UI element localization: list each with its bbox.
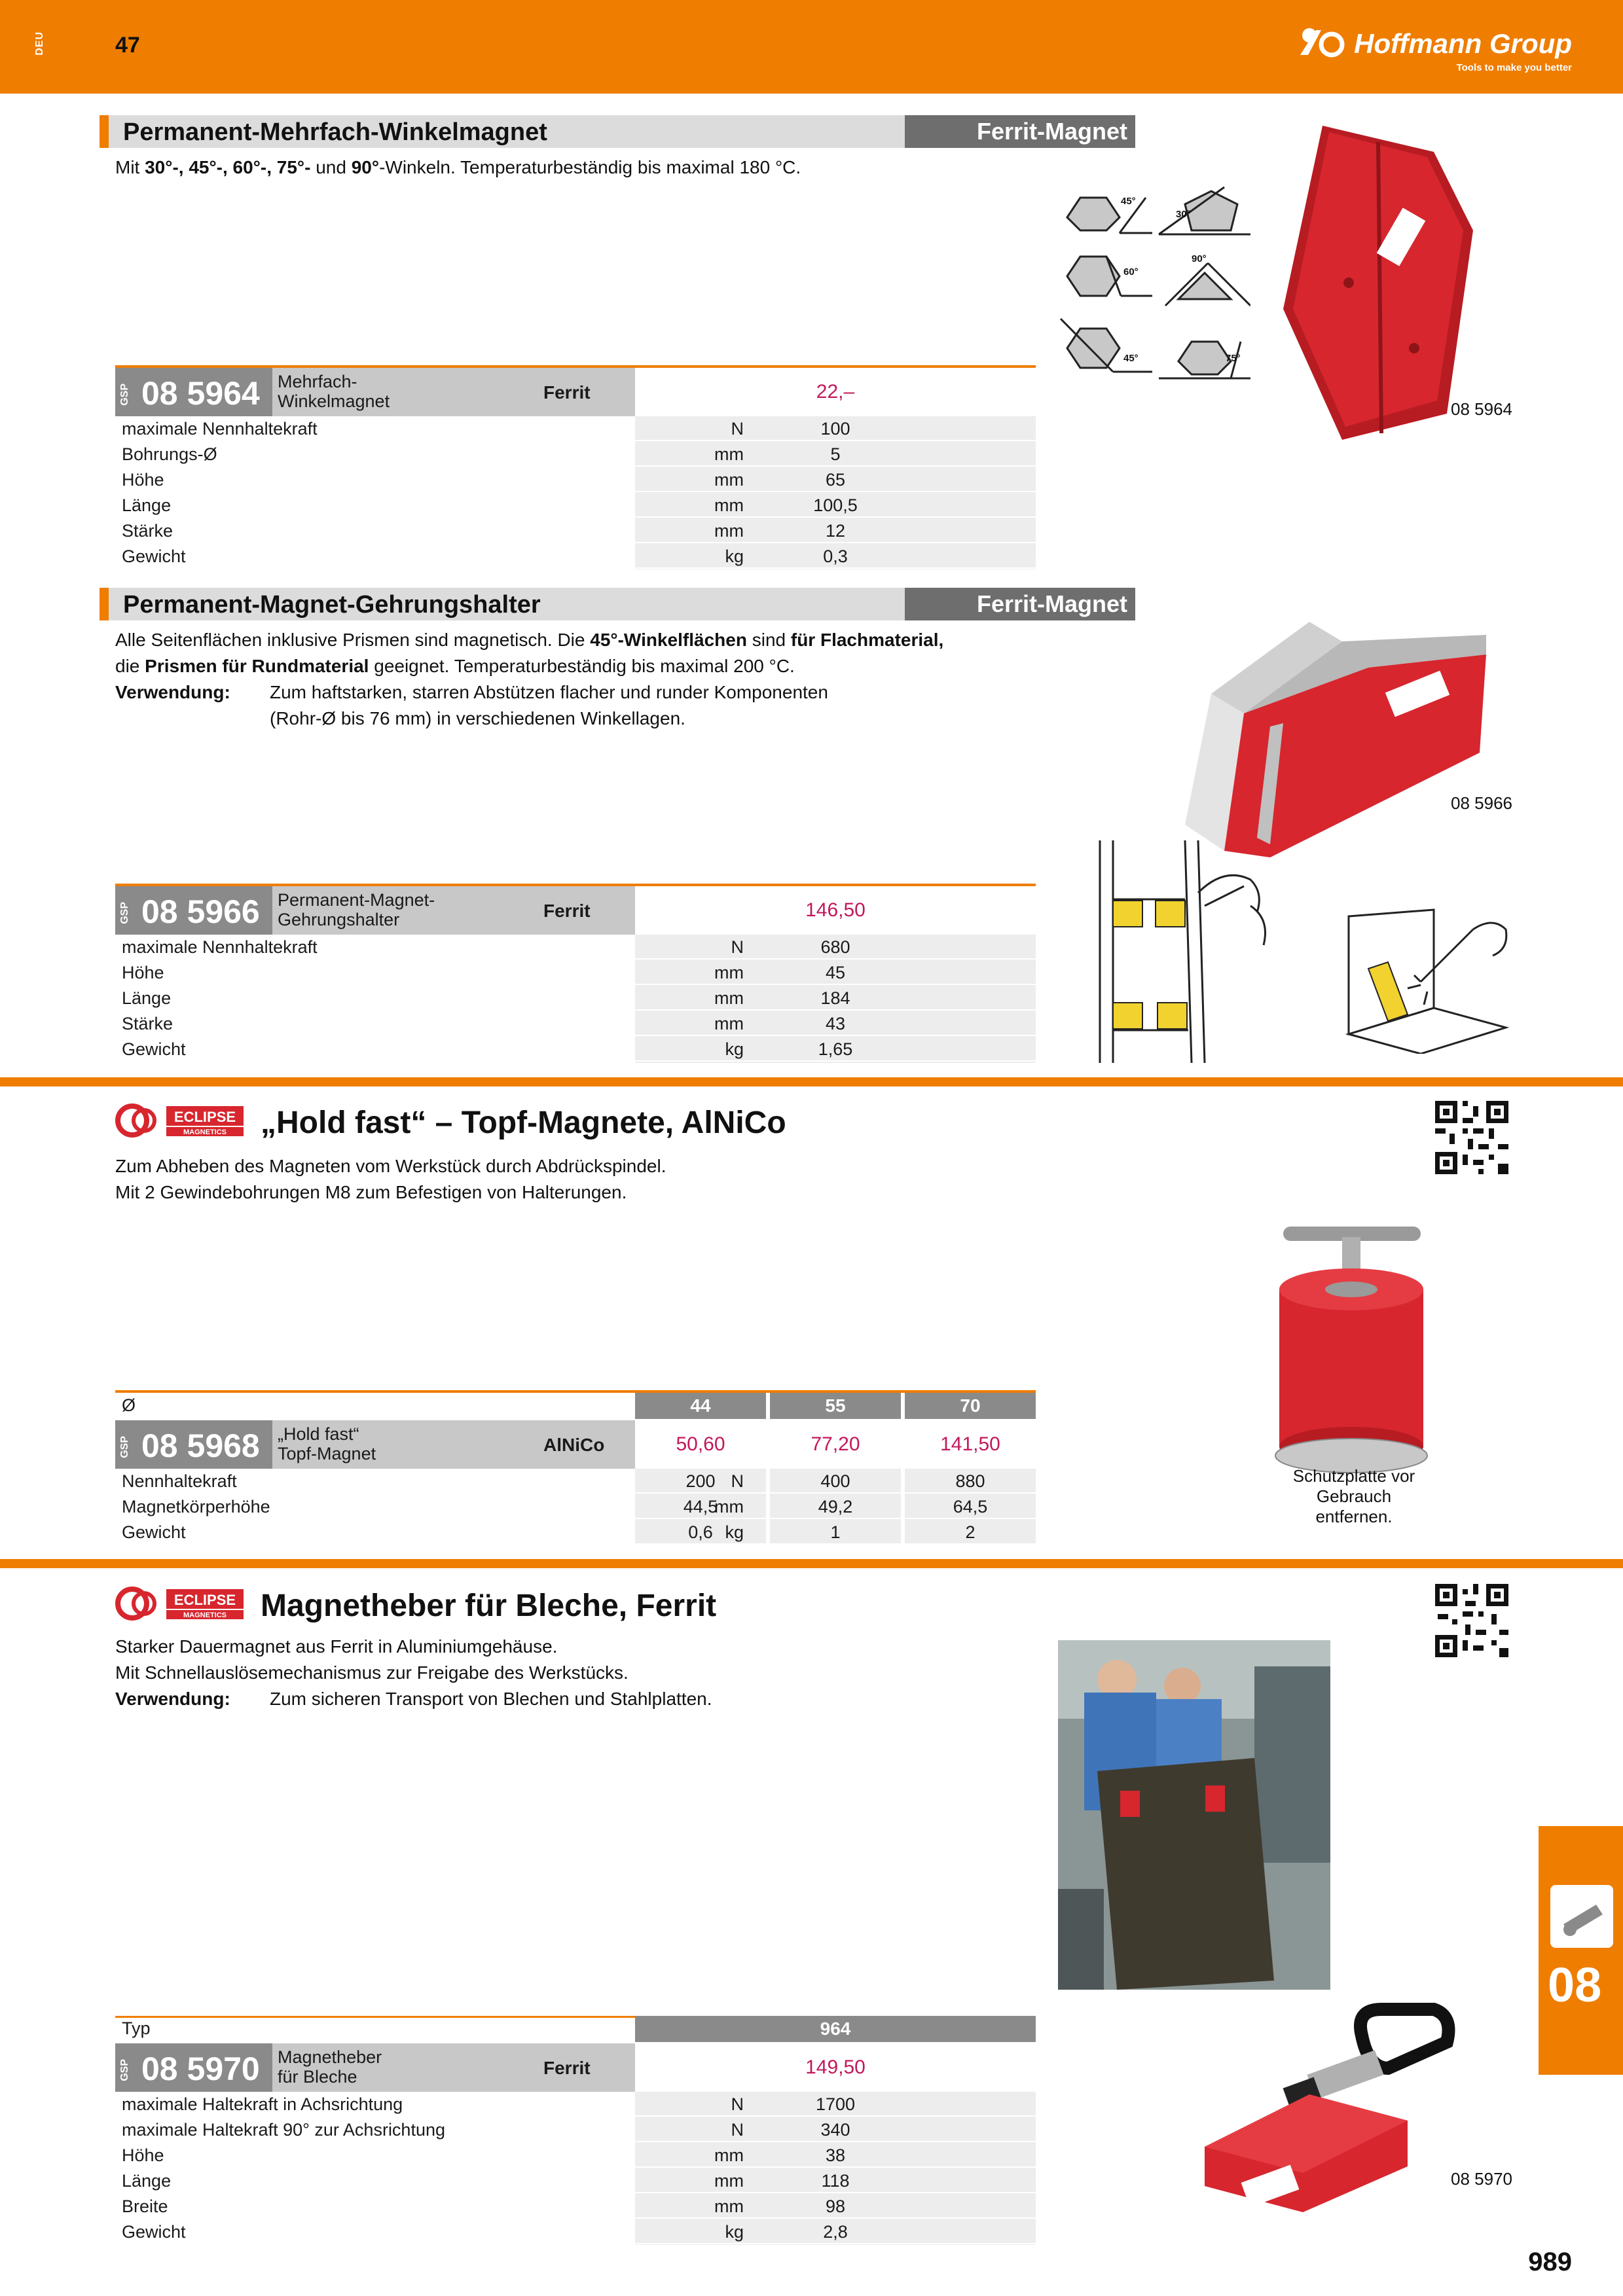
article-name-line: Mehrfach- bbox=[278, 372, 357, 391]
article-number: 08 5966 bbox=[141, 893, 260, 930]
spec-label: maximale Haltekraft 90° zur Achsrichtung bbox=[122, 2120, 446, 2140]
image-caption: 08 5970 bbox=[1451, 2169, 1512, 2189]
image-caption bbox=[1256, 1466, 1452, 1527]
size-column-header: 70 bbox=[905, 1393, 1036, 1419]
spec-unit: kg bbox=[725, 2222, 744, 2242]
spec-unit: mm bbox=[714, 495, 744, 515]
spec-value: 43 bbox=[825, 1014, 846, 1033]
spec-value: 65 bbox=[825, 470, 846, 490]
section-separator bbox=[0, 1077, 1623, 1086]
spec-label: Länge bbox=[122, 2171, 172, 2191]
spec-label: Breite bbox=[122, 2197, 168, 2216]
desc-text: Starker Dauermagnet aus Ferrit in Aluminiumgehäuse. bbox=[115, 1636, 558, 1657]
workshop-photo bbox=[1058, 1640, 1330, 1990]
spec-value: 400 bbox=[820, 1471, 850, 1491]
spec-value: 2,8 bbox=[823, 2222, 848, 2242]
spec-value: 2 bbox=[965, 1522, 976, 1542]
desc-text: Mit 2 Gewindebohrungen M8 zum Befestigen von Halterungen. bbox=[115, 1182, 627, 1202]
article-material: Ferrit bbox=[543, 901, 591, 921]
article-row bbox=[115, 886, 635, 935]
spec-row bbox=[115, 1011, 1036, 1036]
brand-block bbox=[1296, 26, 1572, 73]
spec-value: 200 bbox=[685, 1471, 716, 1491]
brand-name: Hoffmann Group bbox=[1354, 27, 1572, 59]
article-price: 141,50 bbox=[905, 1420, 1036, 1469]
spec-value: 1,65 bbox=[818, 1039, 853, 1059]
section-heading: „Hold fast“ – Topf-Magnete, AlNiCo bbox=[261, 1105, 786, 1140]
spec-row bbox=[115, 2219, 1036, 2244]
spec-unit: mm bbox=[714, 2145, 744, 2165]
spec-row bbox=[115, 960, 1036, 985]
article-name bbox=[278, 1424, 376, 1463]
spec-unit: N bbox=[731, 419, 744, 439]
spec-row bbox=[115, 493, 1036, 518]
section-title: Permanent-Mehrfach-Winkelmagnet bbox=[123, 118, 547, 146]
brand-tagline: Tools to make you better bbox=[1456, 62, 1572, 73]
section-description bbox=[115, 1153, 666, 1206]
qr-code-icon[interactable] bbox=[1435, 1584, 1508, 1657]
use-text: (Rohr-Ø bis 76 mm) in verschiedenen Winkellagen. bbox=[270, 708, 685, 728]
page-number: 989 bbox=[1528, 2248, 1572, 2276]
section-description bbox=[115, 154, 801, 181]
eclipse-logo bbox=[115, 1103, 246, 1138]
spec-value: 680 bbox=[820, 937, 850, 957]
desc-bold: für Flachmaterial, bbox=[790, 630, 944, 650]
spec-row bbox=[115, 2117, 1036, 2142]
multi-angle-magnet-image bbox=[1270, 113, 1486, 440]
spec-unit: kg bbox=[725, 547, 744, 566]
article-prefix: GSP bbox=[119, 384, 130, 406]
spec-unit: mm bbox=[714, 470, 744, 490]
size-column-header: 55 bbox=[770, 1393, 901, 1419]
article-price: 146,50 bbox=[635, 886, 1036, 935]
spec-value: 45 bbox=[825, 963, 846, 982]
spec-row bbox=[115, 986, 1036, 1011]
spec-label: maximale Nennhaltekraft bbox=[122, 419, 318, 439]
desc-text: die bbox=[115, 656, 145, 676]
article-name-line: für Bleche bbox=[278, 2067, 357, 2087]
type-column-header: 964 bbox=[635, 2016, 1036, 2042]
section-heading: Magnetheber für Bleche, Ferrit bbox=[261, 1588, 717, 1623]
spec-label: Gewicht bbox=[122, 1039, 186, 1059]
desc-text: Alle Seitenflächen inklusive Prismen sind magnetisch. Die bbox=[115, 630, 591, 650]
angle-label: 45° bbox=[1123, 353, 1139, 364]
spec-value: 0,6 bbox=[688, 1522, 713, 1542]
article-name-line: Gehrungshalter bbox=[278, 910, 400, 929]
spec-value: 5 bbox=[830, 444, 841, 464]
use-text: Zum haftstarken, starren Abstützen flacher und runder Komponenten bbox=[270, 682, 828, 702]
spec-label: Höhe bbox=[122, 2145, 164, 2165]
section-separator bbox=[0, 1559, 1623, 1568]
table-top-rule bbox=[115, 2016, 635, 2018]
section-description bbox=[115, 1634, 712, 1712]
article-name-line: Winkelmagnet bbox=[278, 391, 390, 411]
spec-row bbox=[115, 2168, 1036, 2193]
spec-value: 0,3 bbox=[823, 547, 848, 566]
spec-value: 100 bbox=[820, 419, 850, 439]
spec-unit: N bbox=[731, 2094, 744, 2114]
caption-line: Schutzplatte vor Gebrauch bbox=[1292, 1466, 1415, 1506]
spec-value: 12 bbox=[825, 521, 846, 541]
article-row bbox=[115, 368, 635, 416]
angle-label: 75° bbox=[1226, 353, 1241, 364]
article-number-cell bbox=[115, 1420, 272, 1469]
magnet-tool-icon bbox=[1550, 1885, 1613, 1948]
angle-diagrams bbox=[1054, 178, 1250, 394]
article-price: 77,20 bbox=[770, 1420, 901, 1469]
section-description bbox=[115, 627, 943, 732]
spec-label: Gewicht bbox=[122, 2222, 186, 2242]
section-title: Permanent-Magnet-Gehrungshalter bbox=[123, 591, 541, 619]
spec-label: Höhe bbox=[122, 470, 164, 490]
desc-text: und bbox=[310, 157, 352, 177]
miter-magnet-image bbox=[1172, 615, 1499, 857]
spec-row bbox=[115, 1520, 1036, 1545]
spec-unit: mm bbox=[714, 988, 744, 1008]
article-number-cell bbox=[115, 368, 272, 416]
article-prefix: GSP bbox=[119, 1436, 130, 1458]
desc-text: Mit bbox=[115, 157, 145, 177]
material-badge: Ferrit-Magnet bbox=[905, 588, 1135, 620]
spec-value: 118 bbox=[821, 2171, 850, 2191]
spec-value: 100,5 bbox=[813, 495, 858, 515]
article-prefix: GSP bbox=[119, 2059, 130, 2081]
article-name bbox=[278, 372, 390, 411]
desc-bold: 45°-Winkelflächen bbox=[590, 630, 747, 650]
angle-label: 60° bbox=[1123, 266, 1139, 278]
spec-label: Länge bbox=[122, 988, 172, 1008]
material-badge: Ferrit-Magnet bbox=[905, 115, 1135, 148]
spec-unit: N bbox=[731, 2120, 744, 2140]
spec-value: 340 bbox=[820, 2120, 850, 2140]
desc-text: geeignet. Temperaturbeständig bis maximal 200 °C. bbox=[369, 656, 795, 676]
article-name-line: Magnetheber bbox=[278, 2047, 382, 2067]
spec-label: maximale Haltekraft in Achsrichtung bbox=[122, 2094, 403, 2114]
spec-value: 44,5 bbox=[683, 1497, 718, 1516]
article-material: AlNiCo bbox=[543, 1435, 605, 1455]
spec-label: Höhe bbox=[122, 963, 164, 982]
spec-label: Gewicht bbox=[122, 1522, 186, 1542]
use-label: Verwendung: bbox=[115, 682, 230, 702]
size-column-header: 44 bbox=[635, 1393, 766, 1419]
spec-unit: N bbox=[731, 1471, 744, 1491]
spec-unit: kg bbox=[725, 1522, 744, 1542]
spec-unit: mm bbox=[714, 2197, 744, 2216]
spec-row bbox=[115, 2092, 1036, 2117]
image-caption: 08 5966 bbox=[1451, 793, 1512, 813]
angle-label: 45° bbox=[1121, 196, 1136, 207]
spec-row bbox=[115, 544, 1036, 569]
article-prefix: GSP bbox=[119, 902, 130, 924]
spec-value: 49,2 bbox=[818, 1497, 853, 1516]
spec-unit: mm bbox=[714, 1014, 744, 1033]
logo-text: ECLIPSE bbox=[173, 1592, 236, 1608]
spec-value: 184 bbox=[820, 988, 850, 1008]
title-accent bbox=[100, 588, 109, 620]
spec-row bbox=[115, 416, 1036, 441]
article-material: Ferrit bbox=[543, 382, 591, 403]
desc-text: -Winkeln. Temperaturbeständig bis maximal 180 °C. bbox=[379, 157, 801, 177]
article-material: Ferrit bbox=[543, 2058, 591, 2078]
language-code: DEU bbox=[34, 31, 45, 56]
spec-row bbox=[115, 442, 1036, 467]
usage-sketch-ladder bbox=[1087, 840, 1283, 1063]
article-row bbox=[115, 1420, 635, 1469]
desc-bold: Prismen für Rundmaterial bbox=[145, 656, 369, 676]
article-price: 149,50 bbox=[635, 2043, 1036, 2092]
type-label: Typ bbox=[122, 2018, 151, 2038]
desc-bold: 30°-, 45°-, 60°-, 75°- bbox=[145, 157, 311, 177]
chapter-number: 08 bbox=[1548, 1958, 1602, 2012]
angle-label: 90° bbox=[1192, 253, 1207, 264]
image-caption: 08 5964 bbox=[1451, 399, 1512, 419]
desc-text: Zum Abheben des Magneten vom Werkstück durch Abdrückspindel. bbox=[115, 1156, 666, 1176]
spec-value: 64,5 bbox=[953, 1497, 988, 1516]
section-title-bar-gehrungshalter bbox=[100, 588, 1127, 620]
spec-value: 38 bbox=[825, 2145, 846, 2165]
spec-row bbox=[115, 935, 1036, 960]
hoffmann-logo-icon bbox=[1296, 26, 1346, 61]
spec-label: Stärke bbox=[122, 1014, 173, 1033]
use-text: Zum sicheren Transport von Blechen und Stahlplatten. bbox=[270, 1689, 712, 1709]
spec-unit: mm bbox=[714, 444, 744, 464]
spec-unit: mm bbox=[714, 1497, 744, 1516]
article-number: 08 5968 bbox=[141, 1427, 260, 1464]
eclipse-logo bbox=[115, 1587, 246, 1621]
spec-label: Magnetkörperhöhe bbox=[122, 1497, 270, 1516]
logo-text: ECLIPSE bbox=[173, 1109, 236, 1125]
logo-subtext: MAGNETICS bbox=[183, 1611, 227, 1619]
spec-row bbox=[115, 1469, 1036, 1494]
qr-code-icon[interactable] bbox=[1435, 1101, 1508, 1174]
spec-row bbox=[115, 2143, 1036, 2168]
spec-unit: kg bbox=[725, 1039, 744, 1059]
spec-row bbox=[115, 467, 1036, 492]
usage-sketch-welding bbox=[1342, 903, 1512, 1054]
chapter-page-number: 47 bbox=[115, 33, 140, 58]
spec-unit: mm bbox=[714, 963, 744, 982]
article-number: 08 5970 bbox=[141, 2051, 260, 2087]
chapter-side-tab[interactable] bbox=[1539, 1826, 1623, 2075]
article-price: 22,– bbox=[635, 368, 1036, 416]
spec-unit: N bbox=[731, 937, 744, 957]
spec-value: 1 bbox=[830, 1522, 841, 1542]
spec-label: maximale Nennhaltekraft bbox=[122, 937, 318, 957]
spec-value: 98 bbox=[825, 2197, 846, 2216]
article-name bbox=[278, 890, 435, 929]
desc-bold: 90° bbox=[351, 157, 380, 177]
article-number-cell bbox=[115, 886, 272, 935]
use-label: Verwendung: bbox=[115, 1689, 230, 1709]
article-price: 50,60 bbox=[635, 1420, 766, 1469]
article-name-line: „Hold fast“ bbox=[278, 1424, 359, 1444]
article-name bbox=[278, 2047, 382, 2087]
spec-label: Gewicht bbox=[122, 547, 186, 566]
spec-label: Nennhaltekraft bbox=[122, 1471, 237, 1491]
diameter-label: Ø bbox=[122, 1395, 136, 1415]
title-accent bbox=[100, 115, 109, 148]
article-name-line: Topf-Magnet bbox=[278, 1444, 376, 1463]
spec-row bbox=[115, 2194, 1036, 2219]
angle-label: 30° bbox=[1176, 209, 1191, 220]
pot-magnet-image bbox=[1264, 1217, 1440, 1479]
article-row bbox=[115, 2043, 635, 2092]
spec-unit: mm bbox=[714, 521, 744, 541]
spec-row bbox=[115, 518, 1036, 543]
section-title-bar-winkelmagnet bbox=[100, 115, 1127, 148]
desc-text: sind bbox=[746, 630, 791, 650]
spec-value: 880 bbox=[955, 1471, 985, 1491]
page-header bbox=[0, 0, 1623, 94]
spec-label: Stärke bbox=[122, 521, 173, 541]
spec-value: 1700 bbox=[815, 2094, 856, 2114]
type-header-row bbox=[115, 2016, 635, 2041]
spec-row bbox=[115, 1494, 1036, 1519]
caption-line: entfernen. bbox=[1315, 1507, 1393, 1526]
spec-label: Länge bbox=[122, 495, 172, 515]
spec-label: Bohrungs-Ø bbox=[122, 444, 217, 464]
desc-text: Mit Schnellauslösemechanismus zur Freigabe des Werkstücks. bbox=[115, 1662, 629, 1683]
spec-row bbox=[115, 1037, 1036, 1062]
article-number: 08 5964 bbox=[141, 375, 260, 412]
logo-subtext: MAGNETICS bbox=[183, 1128, 227, 1136]
spec-unit: mm bbox=[714, 2171, 744, 2191]
article-name-line: Permanent-Magnet- bbox=[278, 890, 435, 910]
article-number-cell bbox=[115, 2043, 272, 2092]
